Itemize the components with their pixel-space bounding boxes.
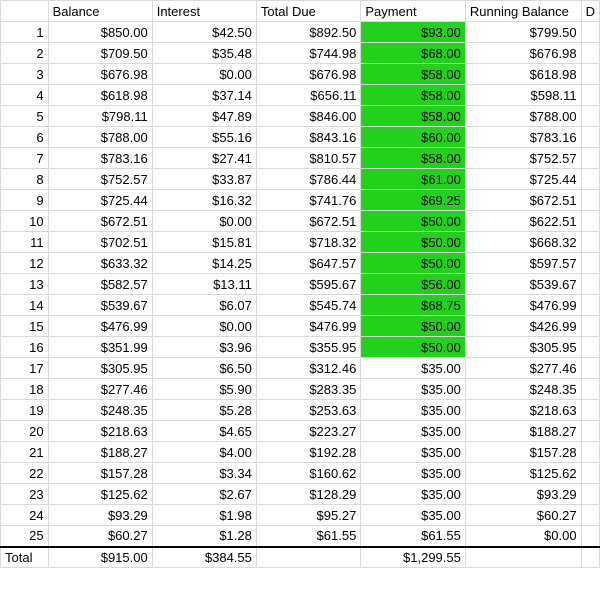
total-label[interactable]: Total: [1, 547, 49, 568]
row-number[interactable]: 14: [1, 295, 49, 316]
extra-cell[interactable]: [581, 379, 599, 400]
running-balance-cell[interactable]: $93.29: [465, 484, 581, 505]
total-due-cell[interactable]: $595.67: [256, 274, 360, 295]
balance-cell[interactable]: $277.46: [48, 379, 152, 400]
running-balance-cell[interactable]: $248.35: [465, 379, 581, 400]
payment-cell[interactable]: $50.00: [361, 211, 466, 232]
total-due-cell[interactable]: $476.99: [256, 316, 360, 337]
payment-cell[interactable]: $50.00: [361, 232, 466, 253]
extra-cell[interactable]: [581, 421, 599, 442]
extra-cell[interactable]: [581, 211, 599, 232]
running-balance-cell[interactable]: $598.11: [465, 85, 581, 106]
row-number[interactable]: 9: [1, 190, 49, 211]
balance-cell[interactable]: $218.63: [48, 421, 152, 442]
row-number[interactable]: 19: [1, 400, 49, 421]
payment-cell[interactable]: $35.00: [361, 400, 466, 421]
extra-cell[interactable]: [581, 148, 599, 169]
extra-cell[interactable]: [581, 526, 599, 547]
total-due-cell[interactable]: $744.98: [256, 43, 360, 64]
table-row: [1, 526, 600, 547]
table-row: [1, 484, 600, 505]
payment-cell[interactable]: $35.00: [361, 421, 466, 442]
interest-cell[interactable]: $4.65: [152, 421, 256, 442]
payment-cell[interactable]: $35.00: [361, 463, 466, 484]
balance-cell[interactable]: $93.29: [48, 505, 152, 526]
balance-cell[interactable]: $788.00: [48, 127, 152, 148]
payment-cell[interactable]: $50.00: [361, 253, 466, 274]
total-due-cell[interactable]: [256, 547, 360, 568]
running-balance-cell[interactable]: $676.98: [465, 43, 581, 64]
interest-cell[interactable]: $1.98: [152, 505, 256, 526]
table-row: [1, 127, 600, 148]
total-balance-cell[interactable]: $915.00: [48, 547, 152, 568]
interest-cell[interactable]: $33.87: [152, 169, 256, 190]
total-running-cell[interactable]: [465, 547, 581, 568]
row-number[interactable]: 13: [1, 274, 49, 295]
balance-cell[interactable]: $476.99: [48, 316, 152, 337]
total-due-cell[interactable]: $672.51: [256, 211, 360, 232]
total-due-cell[interactable]: $283.35: [256, 379, 360, 400]
running-balance-cell[interactable]: $0.00: [465, 526, 581, 547]
payment-cell[interactable]: $35.00: [361, 379, 466, 400]
total-due-cell[interactable]: $61.55: [256, 526, 360, 547]
row-number[interactable]: 23: [1, 484, 49, 505]
running-balance-cell[interactable]: $622.51: [465, 211, 581, 232]
running-balance-cell[interactable]: $188.27: [465, 421, 581, 442]
interest-cell[interactable]: $3.96: [152, 337, 256, 358]
running-balance-cell[interactable]: $218.63: [465, 400, 581, 421]
extra-cell[interactable]: [581, 484, 599, 505]
table-row: [1, 295, 600, 316]
running-balance-cell[interactable]: $60.27: [465, 505, 581, 526]
balance-cell[interactable]: $633.32: [48, 253, 152, 274]
total-due-cell[interactable]: $741.76: [256, 190, 360, 211]
row-number[interactable]: 21: [1, 442, 49, 463]
extra-cell[interactable]: [581, 190, 599, 211]
running-balance-cell[interactable]: $725.44: [465, 169, 581, 190]
row-number[interactable]: 2: [1, 43, 49, 64]
table-row: [1, 106, 600, 127]
balance-cell[interactable]: $725.44: [48, 190, 152, 211]
balance-cell[interactable]: $783.16: [48, 148, 152, 169]
payment-cell[interactable]: $35.00: [361, 505, 466, 526]
extra-cell[interactable]: [581, 43, 599, 64]
payment-cell[interactable]: $50.00: [361, 337, 466, 358]
extra-cell[interactable]: [581, 106, 599, 127]
interest-cell[interactable]: $13.11: [152, 274, 256, 295]
row-number[interactable]: 12: [1, 253, 49, 274]
payment-cell[interactable]: $60.00: [361, 127, 466, 148]
interest-cell[interactable]: $37.14: [152, 85, 256, 106]
table-row: [1, 85, 600, 106]
extra-cell[interactable]: [581, 169, 599, 190]
payment-cell[interactable]: $58.00: [361, 64, 466, 85]
balance-cell[interactable]: $672.51: [48, 211, 152, 232]
table-row: [1, 505, 600, 526]
table-row: [1, 463, 600, 484]
row-number[interactable]: 15: [1, 316, 49, 337]
balance-cell[interactable]: $539.67: [48, 295, 152, 316]
interest-cell[interactable]: $16.32: [152, 190, 256, 211]
interest-cell[interactable]: $2.67: [152, 484, 256, 505]
table-row: [1, 190, 600, 211]
balance-cell[interactable]: $351.99: [48, 337, 152, 358]
total-due-cell[interactable]: $545.74: [256, 295, 360, 316]
column-header-total-due[interactable]: Total Due: [256, 1, 360, 22]
balance-cell[interactable]: $709.50: [48, 43, 152, 64]
table-row: [1, 379, 600, 400]
extra-cell[interactable]: [581, 127, 599, 148]
column-header-d[interactable]: D: [581, 1, 599, 22]
table-row: [1, 43, 600, 64]
payment-cell[interactable]: $58.00: [361, 148, 466, 169]
total-due-cell[interactable]: $676.98: [256, 64, 360, 85]
table-body: [1, 22, 600, 547]
row-number[interactable]: 3: [1, 64, 49, 85]
total-due-cell[interactable]: $95.27: [256, 505, 360, 526]
balance-cell[interactable]: $798.11: [48, 106, 152, 127]
extra-cell[interactable]: [581, 295, 599, 316]
extra-cell[interactable]: [581, 274, 599, 295]
payment-cell[interactable]: $68.00: [361, 43, 466, 64]
extra-cell[interactable]: [581, 400, 599, 421]
row-number[interactable]: 11: [1, 232, 49, 253]
table-row: [1, 316, 600, 337]
total-payment-cell[interactable]: $1,299.55: [361, 547, 466, 568]
interest-cell[interactable]: $14.25: [152, 253, 256, 274]
balance-cell[interactable]: $618.98: [48, 85, 152, 106]
column-header-payment[interactable]: Payment: [361, 1, 466, 22]
total-due-cell[interactable]: $656.11: [256, 85, 360, 106]
running-balance-cell[interactable]: $597.57: [465, 253, 581, 274]
total-due-cell[interactable]: $253.63: [256, 400, 360, 421]
table-row: [1, 442, 600, 463]
total-due-cell[interactable]: $786.44: [256, 169, 360, 190]
balance-cell[interactable]: $125.62: [48, 484, 152, 505]
balance-cell[interactable]: $582.57: [48, 274, 152, 295]
total-row: [1, 547, 600, 568]
extra-cell[interactable]: [581, 232, 599, 253]
table-row: [1, 148, 600, 169]
table-row: [1, 274, 600, 295]
extra-cell[interactable]: [581, 337, 599, 358]
corner-cell[interactable]: [1, 1, 49, 22]
interest-cell[interactable]: $35.48: [152, 43, 256, 64]
total-interest-cell[interactable]: $384.55: [152, 547, 256, 568]
interest-cell[interactable]: $6.07: [152, 295, 256, 316]
interest-cell[interactable]: $3.34: [152, 463, 256, 484]
row-number[interactable]: 18: [1, 379, 49, 400]
total-due-cell[interactable]: $647.57: [256, 253, 360, 274]
payment-cell[interactable]: $61.55: [361, 526, 466, 547]
balance-cell[interactable]: $676.98: [48, 64, 152, 85]
interest-cell[interactable]: $55.16: [152, 127, 256, 148]
interest-cell[interactable]: $4.00: [152, 442, 256, 463]
interest-cell[interactable]: $1.28: [152, 526, 256, 547]
table-row: [1, 358, 600, 379]
column-header-row: [1, 1, 600, 22]
running-balance-cell[interactable]: $752.57: [465, 148, 581, 169]
row-number[interactable]: 24: [1, 505, 49, 526]
extra-cell[interactable]: [581, 316, 599, 337]
total-due-cell[interactable]: $843.16: [256, 127, 360, 148]
table-row: [1, 211, 600, 232]
interest-cell[interactable]: $15.81: [152, 232, 256, 253]
balance-cell[interactable]: $188.27: [48, 442, 152, 463]
running-balance-cell[interactable]: $539.67: [465, 274, 581, 295]
total-due-cell[interactable]: $718.32: [256, 232, 360, 253]
balance-cell[interactable]: $850.00: [48, 22, 152, 43]
interest-cell[interactable]: $0.00: [152, 64, 256, 85]
running-balance-cell[interactable]: $476.99: [465, 295, 581, 316]
extra-cell[interactable]: [581, 253, 599, 274]
running-balance-cell[interactable]: $618.98: [465, 64, 581, 85]
payment-cell[interactable]: $93.00: [361, 22, 466, 43]
interest-cell[interactable]: $27.41: [152, 148, 256, 169]
balance-cell[interactable]: $752.57: [48, 169, 152, 190]
row-number[interactable]: 25: [1, 526, 49, 547]
running-balance-cell[interactable]: $799.50: [465, 22, 581, 43]
total-extra-cell[interactable]: [581, 547, 599, 568]
running-balance-cell[interactable]: $125.62: [465, 463, 581, 484]
column-header-interest[interactable]: Interest: [152, 1, 256, 22]
table-row: [1, 337, 600, 358]
table-row: [1, 400, 600, 421]
extra-cell[interactable]: [581, 22, 599, 43]
running-balance-cell[interactable]: $672.51: [465, 190, 581, 211]
row-number[interactable]: 20: [1, 421, 49, 442]
column-header-running-balance[interactable]: Running Balance: [465, 1, 581, 22]
total-due-cell[interactable]: $810.57: [256, 148, 360, 169]
interest-cell[interactable]: $5.90: [152, 379, 256, 400]
interest-cell[interactable]: $5.28: [152, 400, 256, 421]
extra-cell[interactable]: [581, 442, 599, 463]
running-balance-cell[interactable]: $305.95: [465, 337, 581, 358]
running-balance-cell[interactable]: $788.00: [465, 106, 581, 127]
row-number[interactable]: 7: [1, 148, 49, 169]
row-number[interactable]: 1: [1, 22, 49, 43]
interest-cell[interactable]: $6.50: [152, 358, 256, 379]
total-due-cell[interactable]: $192.28: [256, 442, 360, 463]
row-number[interactable]: 10: [1, 211, 49, 232]
total-due-cell[interactable]: $846.00: [256, 106, 360, 127]
interest-cell[interactable]: $0.00: [152, 316, 256, 337]
extra-cell[interactable]: [581, 358, 599, 379]
payment-cell[interactable]: $35.00: [361, 484, 466, 505]
interest-cell[interactable]: $42.50: [152, 22, 256, 43]
extra-cell[interactable]: [581, 85, 599, 106]
extra-cell[interactable]: [581, 463, 599, 484]
balance-cell[interactable]: $157.28: [48, 463, 152, 484]
row-number[interactable]: 17: [1, 358, 49, 379]
row-number[interactable]: 22: [1, 463, 49, 484]
payment-cell[interactable]: $69.25: [361, 190, 466, 211]
running-balance-cell[interactable]: $277.46: [465, 358, 581, 379]
extra-cell[interactable]: [581, 505, 599, 526]
interest-cell[interactable]: $47.89: [152, 106, 256, 127]
balance-cell[interactable]: $248.35: [48, 400, 152, 421]
payment-cell[interactable]: $50.00: [361, 316, 466, 337]
total-due-cell[interactable]: $312.46: [256, 358, 360, 379]
total-due-cell[interactable]: $223.27: [256, 421, 360, 442]
payment-cell[interactable]: $58.00: [361, 106, 466, 127]
running-balance-cell[interactable]: $668.32: [465, 232, 581, 253]
payment-cell[interactable]: $58.00: [361, 85, 466, 106]
payment-cell[interactable]: $35.00: [361, 358, 466, 379]
total-due-cell[interactable]: $128.29: [256, 484, 360, 505]
row-number[interactable]: 8: [1, 169, 49, 190]
table-row: [1, 232, 600, 253]
table-row: [1, 169, 600, 190]
payment-cell[interactable]: $56.00: [361, 274, 466, 295]
extra-cell[interactable]: [581, 64, 599, 85]
interest-cell[interactable]: $0.00: [152, 211, 256, 232]
payment-cell[interactable]: $35.00: [361, 442, 466, 463]
table-row: [1, 22, 600, 43]
payment-cell[interactable]: $68.75: [361, 295, 466, 316]
row-number[interactable]: 6: [1, 127, 49, 148]
balance-cell[interactable]: $305.95: [48, 358, 152, 379]
running-balance-cell[interactable]: $426.99: [465, 316, 581, 337]
table-row: [1, 421, 600, 442]
total-due-cell[interactable]: $355.95: [256, 337, 360, 358]
total-due-cell[interactable]: $160.62: [256, 463, 360, 484]
balance-cell[interactable]: $60.27: [48, 526, 152, 547]
total-due-cell[interactable]: $892.50: [256, 22, 360, 43]
table-row: [1, 253, 600, 274]
balance-cell[interactable]: $702.51: [48, 232, 152, 253]
payment-cell[interactable]: $61.00: [361, 169, 466, 190]
row-number[interactable]: 4: [1, 85, 49, 106]
row-number[interactable]: 5: [1, 106, 49, 127]
running-balance-cell[interactable]: $783.16: [465, 127, 581, 148]
table-row: [1, 64, 600, 85]
row-number[interactable]: 16: [1, 337, 49, 358]
column-header-balance[interactable]: Balance: [48, 1, 152, 22]
running-balance-cell[interactable]: $157.28: [465, 442, 581, 463]
